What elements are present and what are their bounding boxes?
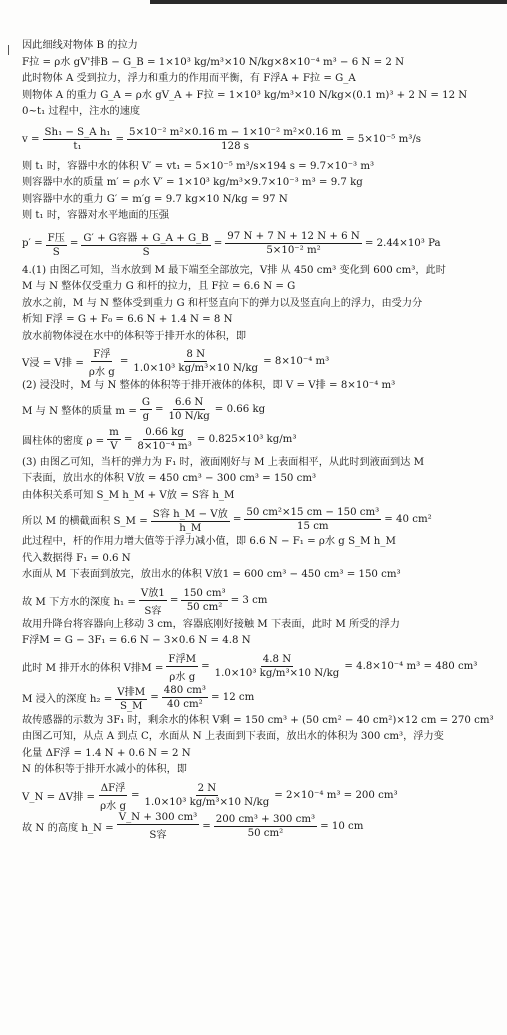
- top-edge-bar: [150, 0, 507, 4]
- eq-sign: =: [232, 513, 242, 525]
- numerator: 8 N: [186, 349, 206, 360]
- text-line: 4.(1) 由图乙可知，当水放到 M 最下端至全部放完，V排 从 450 cm³ 变化到 600 cm³，此时: [22, 264, 446, 276]
- equation-volume-n: [22, 779, 500, 812]
- numerator: 97 N + 7 N + 12 N + 6 N: [227, 231, 360, 242]
- fraction: [98, 779, 128, 812]
- text-line: 下表面，放出水的体积 V放 = 450 cm³ − 300 cm³ = 150 cm³: [22, 473, 317, 484]
- numerator: 50 cm²×15 cm − 150 cm³: [246, 506, 380, 518]
- denominator: S: [52, 247, 60, 258]
- equation-cross-section: [22, 504, 500, 534]
- numerator: 150 cm³: [183, 587, 226, 599]
- eq-sign: =: [123, 434, 133, 445]
- text-line: 则物体 A 的重力 G_A = ρ水 gV_A + F拉 = 1×10³ kg/m³×10 N/kg×(0.1 m)³ + 2 N = 12 N: [22, 89, 468, 101]
- eq-lhs: p′ =: [22, 238, 43, 249]
- denominator: 10 N/kg: [168, 411, 210, 422]
- eq-result: = 5×10⁻⁵ m³/s: [346, 134, 421, 145]
- text-line: N 的体积等于排开水减小的体积，即: [22, 764, 187, 775]
- denominator: V: [110, 441, 118, 452]
- fraction: [167, 397, 212, 422]
- eq-sign: =: [119, 356, 129, 367]
- text-line: 代入数据得 F₁ = 0.6 N: [22, 552, 131, 564]
- numerator: 200 cm³ + 300 cm³: [215, 814, 316, 825]
- text-line: 水面从 M 下表面到放完，放出水的体积 V放1 = 600 cm³ − 450 cm³ = 150 cm³: [22, 569, 401, 580]
- denominator: ρ水 g: [169, 671, 196, 683]
- equation-mass: [22, 395, 500, 425]
- eq-sign: =: [155, 404, 164, 415]
- fraction: [139, 584, 167, 617]
- text-line: 放水前物体浸在水中的体积等于排开水的体积，即: [22, 330, 247, 342]
- denominator: S: [142, 247, 150, 258]
- text-line: M 与 N 整体仅受重力 G 和杆的拉力，且 F拉 = 6.6 N = G: [22, 281, 296, 292]
- denominator: 40 cm²: [167, 699, 203, 710]
- eq-lhs: M 浸入的深度 h₂ =: [22, 694, 113, 705]
- numerator: m: [109, 427, 119, 438]
- denominator: S_M: [120, 701, 143, 712]
- numerator: V放1: [139, 584, 167, 601]
- denominator: 50 cm²: [186, 601, 223, 613]
- denominator: S容: [149, 830, 167, 841]
- denominator: ρ水 g: [100, 800, 126, 812]
- equation-depth-h2: [22, 683, 500, 713]
- numerator: 6.6 N: [174, 397, 204, 408]
- text-line: 0~t₁ 过程中，注水的速度: [22, 106, 141, 117]
- eq-lhs: 此时 M 排开水的体积 V排M =: [22, 662, 164, 674]
- denominator: 8×10⁻⁴ m³: [137, 441, 192, 452]
- numerator: Sh₁ − S_A h₁: [44, 127, 111, 138]
- numerator: F浮: [91, 345, 112, 362]
- equation-density: [22, 425, 500, 455]
- text-line: 此过程中，杆的作用力增大值等于浮力减小值，即 6.6 N − F₁ = ρ水 g S_M h_M: [22, 536, 396, 547]
- text-line: 则 t₁ 时，容器中水的体积 V′ = vt₁ = 5×10⁻⁵ m³/s×194 s = 9.7×10⁻³ m³: [22, 160, 375, 172]
- denominator: 50 cm²: [247, 828, 284, 839]
- fraction: [181, 588, 227, 613]
- equation-displaced-volume-m: [22, 650, 500, 683]
- numerator: S容 h_M − V放: [151, 505, 230, 522]
- eq-result: = 8×10⁻⁴ m³: [263, 356, 330, 367]
- eq-result: = 2×10⁻⁴ m³ = 200 cm³: [274, 789, 398, 801]
- text-line: (2) 浸没时，M 与 N 整体的体积等于排开液体的体积，即 V = V排 = 8×10⁻⁴ m³: [22, 380, 396, 391]
- fraction: [131, 349, 260, 374]
- eq-sign: =: [202, 821, 211, 832]
- denominator: ρ水 g: [88, 367, 115, 378]
- text-line: 则容器中水的重力 G′ = m′g = 9.7 kg×10 N/kg = 97 N: [22, 193, 288, 205]
- eq-lhs: V_N = ΔV排 =: [22, 791, 96, 803]
- fraction: [117, 812, 200, 841]
- numerator: G: [141, 397, 150, 408]
- text-line: 由体积关系可知 S_M h_M + V放 = S容 h_M: [22, 489, 235, 501]
- text-line: 放水之前，M 与 N 整体受到重力 G 和杆竖直向下的弹力以及竖直向上的浮力，由受力分: [22, 297, 423, 309]
- eq-result: = 12 cm: [210, 692, 255, 703]
- numerator: V_N + 300 cm³: [118, 812, 198, 823]
- fraction: [166, 650, 198, 683]
- text-line: F拉 = ρ水 gV'排B − G_B = 1×10³ kg/m³×10 N/kg×8×10⁻⁴ m³ − 6 N = 2 N: [22, 56, 404, 68]
- numerator: G′ + G容器 + G_A + G_B: [81, 229, 210, 246]
- fraction: [151, 505, 230, 534]
- text-line: 故传感器的示数为 3F₁ 时，剩余水的体积 V剩 = 150 cm³ + (50 cm² − 40 cm²)×12 cm = 270 cm³: [22, 714, 494, 726]
- numerator: V排M: [115, 683, 147, 700]
- denominator: h_M: [179, 522, 202, 534]
- equation-height-n: [22, 812, 500, 842]
- numerator: 4.8 N: [262, 653, 292, 665]
- eq-sign: =: [131, 789, 140, 801]
- eq-result: = 0.66 kg: [214, 404, 266, 415]
- eq-result: = 3 cm: [230, 594, 268, 606]
- text-line: 则 t₁ 时，容器对水平地面的压强: [22, 210, 170, 221]
- fraction: [127, 127, 343, 152]
- fraction: [244, 507, 381, 532]
- fraction: [43, 127, 113, 152]
- numerator: 0.66 kg: [145, 427, 184, 438]
- eq-result: = 10 cm: [320, 821, 364, 832]
- eq-lhs: 所以 M 的横截面积 S_M =: [22, 515, 148, 527]
- text-line: 此时物体 A 受到拉力，浮力和重力的作用而平衡，有 F浮A + F拉 = G_A: [22, 73, 356, 84]
- denominator: g: [142, 411, 150, 422]
- eq-lhs: V浸 = V排 =: [22, 358, 84, 369]
- fraction: [107, 427, 121, 452]
- fraction: [225, 231, 362, 256]
- denominator: 1.0×10³ kg/m³×10 N/kg: [214, 667, 340, 679]
- eq-result: = 0.825×10³ kg/m³: [196, 434, 297, 445]
- fraction: [162, 685, 208, 710]
- fraction: [143, 783, 272, 808]
- eq-sign: =: [213, 238, 223, 249]
- eq-lhs: 圆柱体的密度 ρ =: [22, 436, 105, 447]
- fraction: [214, 814, 317, 839]
- eq-lhs: 故 N 的高度 h_N =: [22, 823, 114, 834]
- text-line: 化量 ΔF浮 = 1.4 N + 0.6 N = 2 N: [22, 747, 191, 759]
- denominator: 1.0×10³ kg/m³×10 N/kg: [144, 796, 270, 808]
- fraction: [87, 345, 117, 378]
- eq-result: = 40 cm²: [384, 513, 432, 525]
- equation-velocity: [22, 121, 500, 159]
- fraction: [135, 427, 193, 452]
- eq-sign: =: [69, 238, 79, 249]
- eq-result: = 4.8×10⁻⁴ m³ = 480 cm³: [344, 660, 478, 672]
- fraction: [115, 683, 147, 712]
- eq-sign: =: [150, 692, 159, 703]
- equation-pressure: [22, 225, 500, 263]
- denominator: t₁: [73, 141, 82, 152]
- text-line: 故用升降台将容器向上移动 3 cm，容器底刚好接触 M 下表面，此时 M 所受的浮力: [22, 618, 400, 630]
- numerator: 480 cm³: [163, 685, 206, 696]
- margin-mark: [8, 45, 9, 55]
- eq-lhs: v =: [22, 134, 40, 145]
- text-line: 由图乙可知，从点 A 到点 C，水面从 N 上表面到下表面，放出水的体积为 300 cm³，浮力变: [22, 731, 444, 742]
- fraction: [140, 397, 152, 422]
- fraction: [81, 229, 210, 258]
- eq-sign: =: [169, 594, 179, 606]
- eq-sign: =: [201, 660, 210, 672]
- eq-result: = 2.44×10³ Pa: [364, 238, 441, 249]
- numerator: 5×10⁻² m²×0.16 m − 1×10⁻² m²×0.16 m: [129, 127, 342, 138]
- fraction: [213, 654, 342, 679]
- equation-depth-h1: [22, 584, 500, 617]
- equation-immersed-volume: [22, 345, 500, 378]
- text-line: 因此细线对物体 B 的拉力: [22, 40, 138, 51]
- denominator: S容: [144, 605, 162, 617]
- eq-sign: =: [115, 134, 125, 145]
- text-line: 析知 F浮 = G + F₀ = 6.6 N + 1.4 N = 8 N: [22, 314, 233, 325]
- text-line: 则容器中水的质量 m′ = ρ水 V′ = 1×10³ kg/m³×9.7×10⁻³ m³ = 9.7 kg: [22, 177, 363, 188]
- eq-lhs: 故 M 下方水的深度 h₁ =: [22, 596, 136, 608]
- numerator: 2 N: [197, 782, 217, 794]
- text-line: (3) 由图乙可知，当杆的弹力为 F₁ 时，液面刚好与 M 上表面相平，从此时到液面到达 M: [22, 456, 425, 468]
- denominator: 5×10⁻² m²: [266, 245, 321, 256]
- numerator: F浮M: [166, 650, 198, 667]
- fraction: [46, 229, 67, 258]
- numerator: ΔF浮: [99, 779, 128, 796]
- numerator: F压: [46, 229, 67, 246]
- solution-text: [22, 38, 500, 842]
- denominator: 15 cm: [297, 520, 329, 532]
- denominator: 128 s: [221, 141, 250, 152]
- eq-lhs: M 与 N 整体的质量 m =: [22, 406, 137, 417]
- denominator: 1.0×10³ kg/m³×10 N/kg: [133, 363, 259, 374]
- text-line: F浮M = G − 3F₁ = 6.6 N − 3×0.6 N = 4.8 N: [22, 635, 251, 646]
